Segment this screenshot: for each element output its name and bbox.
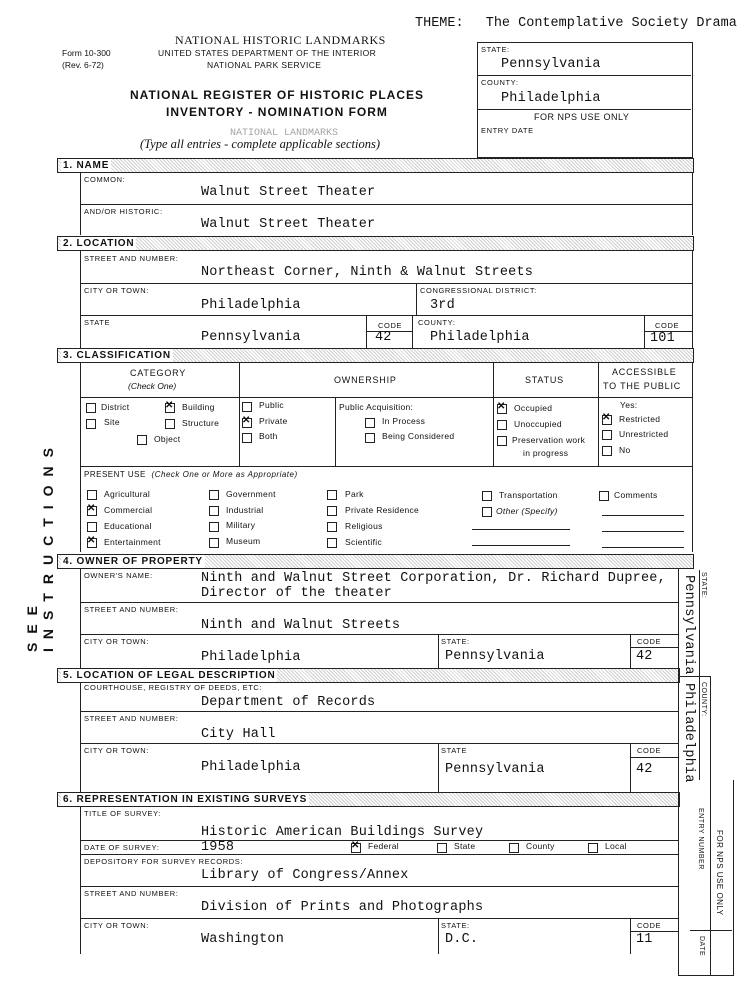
no-label: No (619, 445, 631, 455)
section-1-bar (57, 158, 694, 173)
box-state-label: STATE: (481, 45, 510, 54)
survey-street-value: Division of Prints and Photographs (201, 900, 484, 915)
header-department: UNITED STATES DEPARTMENT OF THE INTERIOR (158, 48, 377, 58)
common-label: COMMON: (84, 175, 126, 184)
accessible-header-2: TO THE PUBLIC (603, 381, 682, 391)
owner-city-label: CITY OR TOWN: (84, 637, 149, 646)
survey-city-value: Washington (201, 932, 285, 947)
survey-code-label: CODE (637, 921, 662, 930)
box-nps-label: FOR NPS USE ONLY (534, 112, 630, 122)
section-5-bar (57, 668, 680, 683)
historic-label: AND/OR HISTORIC: (84, 207, 163, 216)
congressional-label: CONGRESSIONAL DISTRICT: (420, 286, 537, 295)
no-checkbox[interactable] (602, 446, 612, 456)
both-checkbox[interactable] (242, 433, 252, 443)
side-entry-number: ENTRY NUMBER (697, 808, 704, 870)
owner-city-value: Philadelphia (201, 650, 301, 665)
survey-title-value: Historic American Buildings Survey (201, 825, 484, 840)
owner-street-value: Ninth and Walnut Streets (201, 618, 401, 633)
use-scientific-checkbox[interactable] (327, 538, 337, 548)
location-state-label: STATE (84, 318, 111, 327)
box-county-label: COUNTY: (481, 78, 519, 87)
owner-state-label: STATE: (441, 637, 470, 646)
use-museum-checkbox[interactable] (209, 538, 219, 548)
use-transportation-checkbox[interactable] (482, 491, 492, 501)
side-county-value: Philadelphia (681, 683, 696, 783)
section-2-bar (57, 236, 694, 251)
use-private-residence-checkbox[interactable] (327, 506, 337, 516)
ownership-header: OWNERSHIP (334, 375, 397, 385)
side-state-label: STATE: (700, 572, 707, 599)
section-6-title: 6. REPRESENTATION IN EXISTING SURVEYS (63, 794, 308, 805)
location-code2-value: 101 (650, 331, 675, 346)
district-label: District (101, 402, 130, 412)
present-use-note: (Check One or More as Appropriate) (151, 470, 298, 479)
district-checkbox[interactable] (86, 403, 96, 413)
survey-date-label: DATE OF SURVEY: (84, 843, 160, 852)
building-label: Building (182, 402, 215, 412)
local-survey-checkbox[interactable] (588, 843, 598, 853)
use-commercial-checkbox[interactable] (87, 506, 97, 516)
form-number: Form 10-300 (62, 48, 111, 58)
survey-street-label: STREET AND NUMBER: (84, 889, 179, 898)
depository-value: Library of Congress/Annex (201, 868, 409, 883)
header-title: NATIONAL HISTORIC LANDMARKS (175, 33, 386, 47)
use-other-checkbox[interactable] (482, 507, 492, 517)
use-other: Other (Specify) (496, 506, 558, 516)
use-commercial: Commercial (104, 505, 153, 515)
owner-name-label: OWNER'S NAME: (84, 571, 153, 580)
structure-label: Structure (182, 418, 220, 428)
historic-value: Walnut Street Theater (201, 217, 376, 232)
location-street-value: Northeast Corner, Ninth & Walnut Streets (201, 265, 534, 280)
unrestricted-checkbox[interactable] (602, 430, 612, 440)
being-considered-label: Being Considered (382, 431, 455, 441)
survey-date-value: 1958 (201, 840, 235, 855)
section-3-title: 3. CLASSIFICATION (63, 350, 171, 361)
section-5-title: 5. LOCATION OF LEGAL DESCRIPTION (63, 670, 276, 681)
legal-state-value: Pennsylvania (445, 762, 545, 777)
location-county-value: Philadelphia (430, 330, 530, 345)
survey-code-value: 11 (636, 932, 653, 947)
building-checkbox[interactable] (165, 403, 175, 413)
use-agricultural: Agricultural (104, 489, 151, 499)
in-process-label: In Process (382, 416, 426, 426)
survey-city-label: CITY OR TOWN: (84, 921, 149, 930)
see-instructions: SEE INSTRUCTIONS (24, 439, 56, 652)
location-city-label: CITY OR TOWN: (84, 286, 149, 295)
section-2-title: 2. LOCATION (63, 238, 135, 249)
unrestricted-label: Unrestricted (619, 429, 669, 439)
common-value: Walnut Street Theater (201, 185, 376, 200)
survey-title-label: TITLE OF SURVEY: (84, 809, 161, 818)
unoccupied-label: Unoccupied (514, 419, 562, 429)
unoccupied-checkbox[interactable] (497, 420, 507, 430)
public-acquisition-label: Public Acquisition: (339, 402, 414, 412)
use-transportation: Transportation (499, 490, 558, 500)
use-park-checkbox[interactable] (327, 490, 337, 500)
section-4-bar (57, 554, 694, 569)
private-label: Private (259, 416, 288, 426)
courthouse-label: COURTHOUSE, REGISTRY OF DEEDS, ETC: (84, 683, 263, 692)
use-military: Military (226, 520, 256, 530)
structure-checkbox[interactable] (165, 419, 175, 429)
object-checkbox[interactable] (137, 435, 147, 445)
state-survey-label: State (454, 841, 476, 851)
use-religious-checkbox[interactable] (327, 522, 337, 532)
box-entry-date: ENTRY DATE (481, 126, 534, 135)
use-government: Government (226, 489, 276, 499)
congressional-value: 3rd (430, 298, 455, 313)
use-government-checkbox[interactable] (209, 490, 219, 500)
side-nps-box (678, 780, 734, 976)
survey-state-value: D.C. (445, 932, 479, 947)
object-label: Object (154, 434, 181, 444)
side-nps-label: FOR NPS USE ONLY (715, 830, 724, 916)
being-considered-checkbox[interactable] (365, 433, 375, 443)
owner-code-value: 42 (636, 649, 653, 664)
status-header: STATUS (525, 375, 564, 385)
legal-street-label: STREET AND NUMBER: (84, 714, 179, 723)
local-survey-label: Local (605, 841, 627, 851)
legal-state-label: STATE (441, 746, 468, 755)
location-code2-label: CODE (655, 321, 680, 330)
public-checkbox[interactable] (242, 402, 252, 412)
use-industrial-checkbox[interactable] (209, 506, 219, 516)
use-comments: Comments (614, 490, 658, 500)
courthouse-value: Department of Records (201, 695, 376, 710)
use-industrial: Industrial (226, 505, 264, 515)
survey-state-label: STATE: (441, 921, 470, 930)
federal-checkbox[interactable] (351, 843, 361, 853)
use-comments-checkbox[interactable] (599, 491, 609, 501)
use-educational: Educational (104, 521, 152, 531)
use-military-checkbox[interactable] (209, 522, 219, 532)
owner-state-value: Pennsylvania (445, 649, 545, 664)
register-title: NATIONAL REGISTER OF HISTORIC PLACES (130, 88, 425, 102)
category-header: CATEGORY (130, 368, 187, 378)
yes-label: Yes: (620, 400, 638, 410)
use-private-residence: Private Residence (345, 505, 420, 515)
both-label: Both (259, 431, 278, 441)
federal-label: Federal (368, 841, 399, 851)
use-agricultural-checkbox[interactable] (87, 490, 97, 500)
accessible-header: ACCESSIBLE (612, 367, 677, 377)
state-survey-checkbox[interactable] (437, 843, 447, 853)
present-use-title: PRESENT USE (84, 470, 146, 479)
side-state-value: Pennsylvania (681, 575, 696, 675)
landmark-stamp: NATIONAL LANDMARKS (230, 128, 339, 139)
box-state-value: Pennsylvania (501, 57, 601, 72)
present-use-label (84, 470, 298, 479)
in-process-checkbox[interactable] (365, 418, 375, 428)
location-code-label: CODE (378, 321, 403, 330)
preservation-label-2: in progress (523, 448, 569, 458)
use-religious: Religious (345, 521, 383, 531)
location-city-value: Philadelphia (201, 298, 301, 313)
owner-street-label: STREET AND NUMBER: (84, 605, 179, 614)
section-6-bar (57, 792, 680, 807)
county-survey-checkbox[interactable] (509, 843, 519, 853)
header-service: NATIONAL PARK SERVICE (207, 60, 322, 70)
section-1-title: 1. NAME (63, 160, 110, 171)
location-state-value: Pennsylvania (201, 330, 301, 345)
owner-code-label: CODE (637, 637, 662, 646)
public-label: Public (259, 400, 284, 410)
preservation-checkbox[interactable] (497, 436, 507, 446)
depository-label: DEPOSITORY FOR SURVEY RECORDS: (84, 857, 244, 866)
side-date-label: DATE (698, 936, 705, 957)
location-county-label: COUNTY: (418, 318, 456, 327)
occupied-checkbox[interactable] (497, 404, 507, 414)
box-county-value: Philadelphia (501, 91, 601, 106)
section-4-title: 4. OWNER OF PROPERTY (63, 556, 203, 567)
side-county-label: COUNTY: (700, 682, 707, 717)
restricted-label: Restricted (619, 414, 661, 424)
occupied-label: Occupied (514, 403, 553, 413)
owner-name-value: Ninth and Walnut Street Corporation, Dr. Richard Dupree, (201, 571, 666, 586)
use-entertainment-checkbox[interactable] (87, 538, 97, 548)
form-revision: (Rev. 6-72) (62, 60, 104, 70)
theme-line (415, 16, 737, 31)
legal-city-value: Philadelphia (201, 760, 301, 775)
legal-code-value: 42 (636, 762, 653, 777)
private-checkbox[interactable] (242, 418, 252, 428)
preservation-label: Preservation work (512, 435, 586, 445)
location-street-label: STREET AND NUMBER: (84, 254, 179, 263)
use-scientific: Scientific (345, 537, 383, 547)
use-entertainment: Entertainment (104, 537, 161, 547)
theme-label: THEME: (415, 16, 464, 31)
location-code-value: 42 (375, 330, 392, 345)
use-park: Park (345, 489, 364, 499)
section-3-bar (57, 348, 694, 363)
restricted-checkbox[interactable] (602, 415, 612, 425)
register-subtitle: INVENTORY - NOMINATION FORM (166, 105, 388, 119)
legal-city-label: CITY OR TOWN: (84, 746, 149, 755)
legal-street-value: City Hall (201, 727, 276, 742)
site-checkbox[interactable] (86, 419, 96, 429)
use-museum: Museum (226, 536, 261, 546)
theme-value: The Contemplative Society Drama (485, 16, 737, 31)
owner-name-value-2: Director of the theater (201, 586, 392, 601)
type-instructions: (Type all entries - complete applicable sections) (140, 137, 380, 151)
use-educational-checkbox[interactable] (87, 522, 97, 532)
county-survey-label: County (526, 841, 555, 851)
site-label: Site (104, 417, 120, 427)
legal-code-label: CODE (637, 746, 662, 755)
check-one-note: (Check One) (128, 381, 177, 391)
